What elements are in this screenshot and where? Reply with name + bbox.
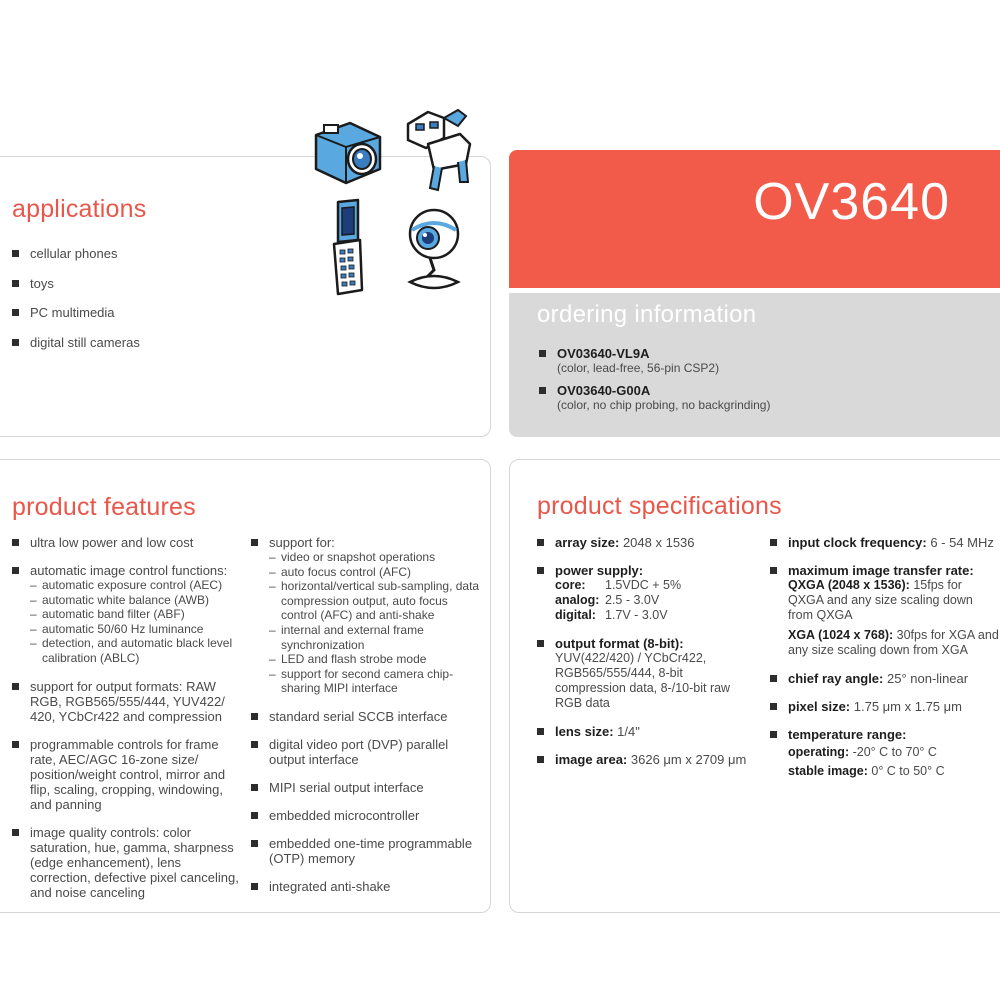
features-heading: product features [12, 493, 196, 521]
list-item: image quality controls: color saturation, hue, gamma, sharpness (edge enhancement), lens correction, defective pixel canceling, and noise canceling [12, 825, 244, 900]
sub-item: – automatic 50/60 Hz luminance [30, 622, 244, 637]
list-item: support for: – video or snapshot operations – auto focus control (AFC) – horizontal/vertical sub-sampling, data compression output, auto focus control (AFC) and anti-shake – internal and external frame synchronization – LED and flash strobe mode – support for second camera chip-sharing MIPI interface [251, 535, 483, 696]
applications-heading: applications [12, 195, 147, 223]
list-item: programmable controls for frame rate, AEC/AGC 16-zone size/ position/weight control, mirror and flip, scaling, cropping, windowing, and panning [12, 737, 244, 812]
list-item [539, 346, 770, 376]
spec-lens-size: lens size: 1/4" [537, 724, 752, 739]
list-item: ultra low power and low cost [12, 535, 244, 550]
list-item: cellular phones [12, 246, 140, 261]
part-number: OV03640-VL9A [557, 346, 650, 361]
features-column-1 [12, 535, 244, 913]
list-item: embedded one-time programmable (OTP) memory [251, 836, 483, 866]
spec-temperature-range: temperature range: operating: -20° C to 70° C stable image: 0° C to 50° C [770, 727, 1000, 779]
list-item: digital video port (DVP) parallel output interface [251, 737, 483, 767]
sub-item: – automatic white balance (AWB) [30, 593, 244, 608]
spec-input-clock: input clock frequency: 6 - 54 MHz [770, 535, 1000, 550]
list-item: digital still cameras [12, 335, 140, 350]
camera-icon [310, 115, 384, 189]
part-number: OV03640-G00A [557, 383, 651, 398]
product-title-banner [509, 150, 1000, 288]
sub-list [30, 578, 244, 666]
sub-item: – horizontal/vertical sub-sampling, data compression output, auto focus control (AFC) and anti-shake [269, 579, 483, 623]
list-item: embedded microcontroller [251, 808, 483, 823]
webcam-icon [404, 206, 462, 292]
part-description: (color, lead-free, 56-pin CSP2) [557, 361, 720, 375]
list-item: automatic image control functions: – automatic exposure control (AEC) – automatic white balance (AWB) – automatic band filter (ABF) – automatic 50/60 Hz luminance – detection, and automatic black level calibration (ABLC) [12, 563, 244, 666]
features-column-2 [251, 535, 483, 907]
sub-list [269, 550, 483, 696]
list-item: integrated anti-shake [251, 879, 483, 894]
flip-phone-icon [328, 198, 368, 296]
robot-dog-icon [400, 104, 474, 194]
list-item: PC multimedia [12, 305, 140, 320]
sub-item: – auto focus control (AFC) [269, 565, 483, 580]
list-item: standard serial SCCB interface [251, 709, 483, 724]
sub-item: – automatic exposure control (AEC) [30, 578, 244, 593]
spec-output-format: output format (8-bit): YUV(422/420) / YCbCr422, RGB565/555/444, 8-bit compression data, 8-/10-bit raw RGB data [537, 636, 752, 711]
product-title: OV3640 [753, 173, 950, 231]
list-item: support for output formats: RAW RGB, RGB565/555/444, YUV422/ 420, YCbCr422 and compression [12, 679, 244, 724]
ordering-heading: ordering information [537, 301, 757, 328]
spec-max-transfer-rate: maximum image transfer rate: QXGA (2048 x 1536): 15fps for QXGA and any size scaling down from QXGA XGA (1024 x 768): 30fps for XGA and any size scaling down from XGA [770, 563, 1000, 658]
spec-power-supply: power supply: core: 1.5VDC + 5% analog: 2.5 - 3.0V digital: 1.7V - 3.0V [537, 563, 752, 623]
ordering-list [539, 346, 770, 420]
list-item [539, 383, 770, 413]
ordering-information-panel [509, 293, 1000, 437]
spec-image-area: image area: 3626 μm x 2709 μm [537, 752, 752, 767]
spec-array-size: array size: 2048 x 1536 [537, 535, 752, 550]
sub-item: – LED and flash strobe mode [269, 652, 483, 667]
list-item: toys [12, 276, 140, 291]
sub-item: – detection, and automatic black level calibration (ABLC) [30, 636, 244, 665]
specifications-column-2 [770, 535, 1000, 792]
specifications-heading: product specifications [537, 492, 782, 520]
spec-pixel-size: pixel size: 1.75 μm x 1.75 μm [770, 699, 1000, 714]
list-item: MIPI serial output interface [251, 780, 483, 795]
spec-chief-ray-angle: chief ray angle: 25° non-linear [770, 671, 1000, 686]
sub-item: – automatic band filter (ABF) [30, 607, 244, 622]
sub-item: – internal and external frame synchronization [269, 623, 483, 652]
part-description: (color, no chip probing, no backgrinding) [557, 398, 771, 412]
sub-item: – support for second camera chip-sharing MIPI interface [269, 667, 483, 696]
specifications-column-1 [537, 535, 752, 780]
sub-item: – video or snapshot operations [269, 550, 483, 565]
applications-list [12, 246, 140, 364]
